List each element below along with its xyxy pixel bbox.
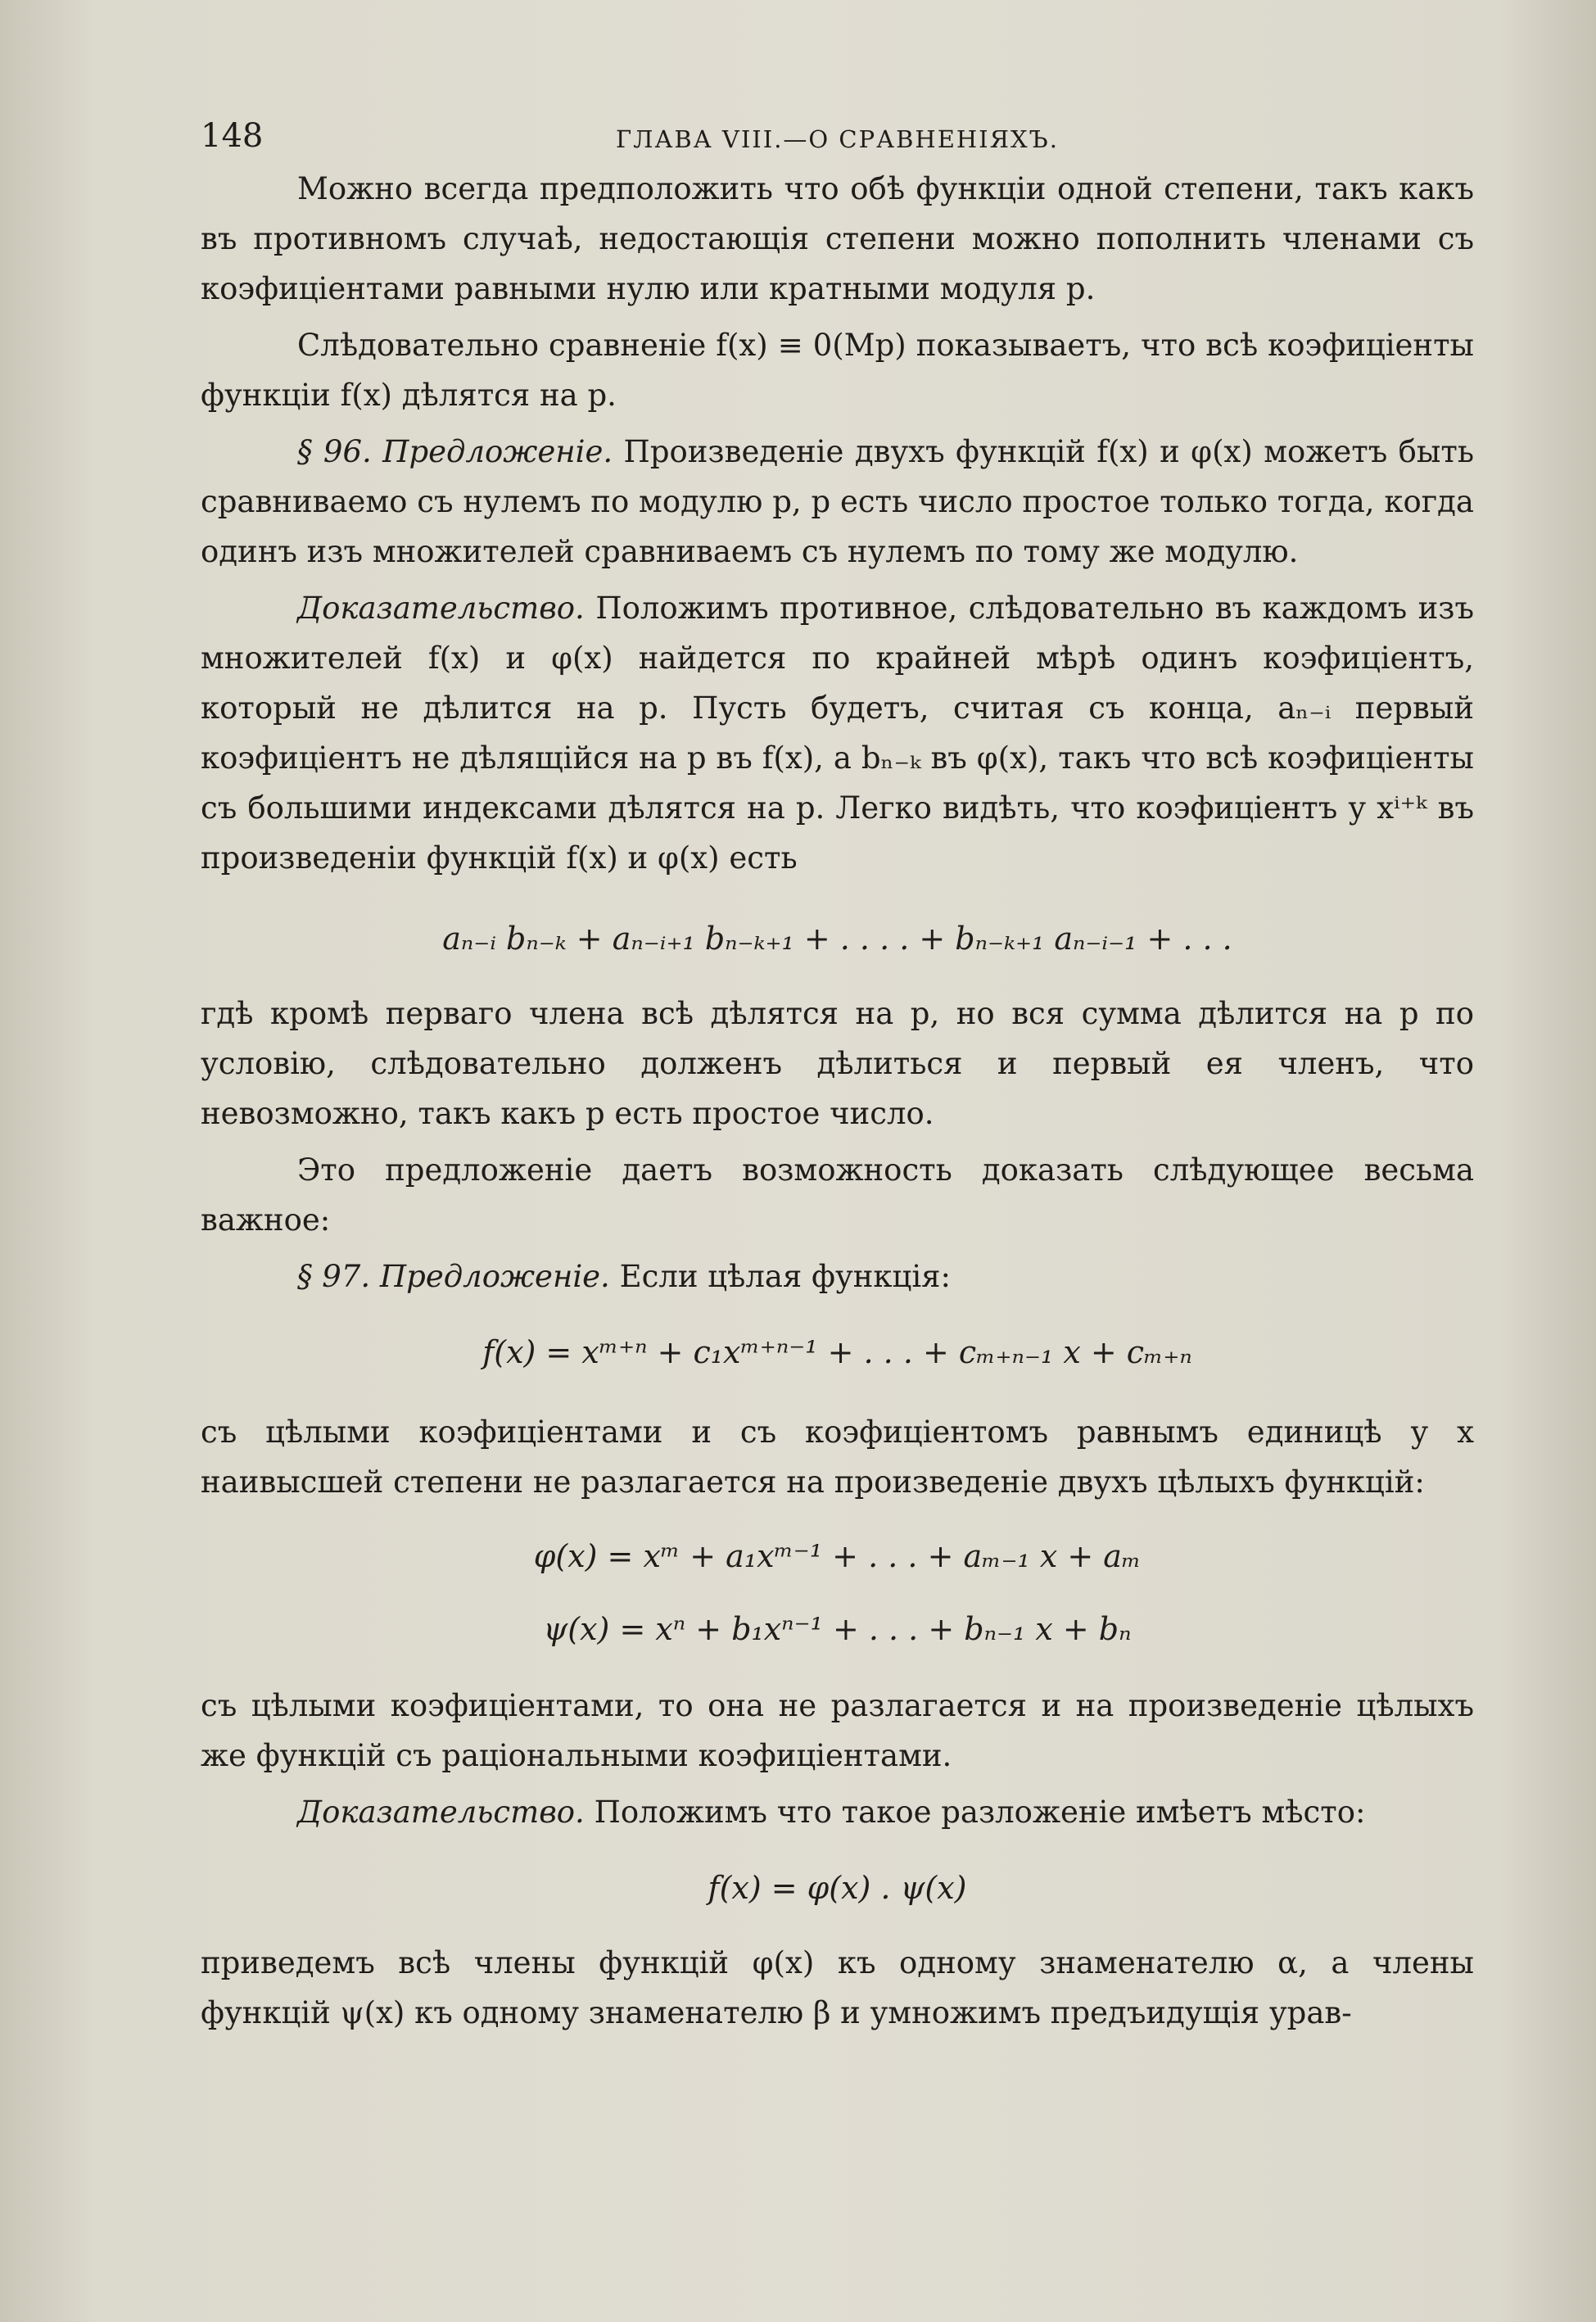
paragraph-congruence-consequence: Слѣдовательно сравненіе f(x) ≡ 0(Mp) показываетъ, что всѣ коэфиціенты функціи f(x) дѣлятся на p. xyxy=(201,328,1474,413)
section-97-label: § 97. Предложеніе. xyxy=(297,1259,610,1294)
paragraph-proof-conclusion: гдѣ кромѣ перваго члена всѣ дѣлятся на p, но вся сумма дѣлится на p по условію, слѣдовательно долженъ дѣлиться и первый ея членъ, что невозможно, такъ какъ p есть простое число. xyxy=(201,996,1474,1131)
page-number: 148 xyxy=(201,117,264,155)
paragraph-proposition-97 xyxy=(201,1252,1474,1301)
paragraph-common-denominator: приведемъ всѣ члены функцій φ(x) къ одному знаменателю α, а члены функцій ψ(x) къ одному знаменателю β и умножимъ предъидущія урав- xyxy=(201,1945,1474,2030)
chapter-title: ГЛАВА VIII.—О СРАВНЕНІЯХЪ. xyxy=(616,125,1059,153)
proposition-97-text: Если цѣлая функція: xyxy=(619,1259,951,1294)
running-header xyxy=(201,98,1474,164)
proof-97-text: Положимъ что такое разложеніе имѣетъ мѣсто: xyxy=(594,1795,1366,1830)
formula-psi-of-x: ψ(x) = xⁿ + b₁xⁿ⁻¹ + . . . + bₙ₋₁ x + bₙ xyxy=(543,1611,1132,1647)
paragraph-transition: Это предложеніе даетъ возможность доказать слѣдующее весьма важное: xyxy=(201,1152,1474,1238)
proof-label: Доказательство. xyxy=(297,591,585,626)
formula-f-of-x: f(x) = xᵐ⁺ⁿ + c₁xᵐ⁺ⁿ⁻¹ + . . . + cₘ₊ₙ₋₁ x + cₘ₊ₙ xyxy=(482,1334,1192,1370)
proof-97-label: Доказательство. xyxy=(297,1795,585,1830)
formula-coefficient-sum: aₙ₋ᵢ bₙ₋ₖ + aₙ₋ᵢ₊₁ bₙ₋ₖ₊₁ + . . . . + bₙ₋ₖ₊₁ aₙ₋ᵢ₋₁ + . . . xyxy=(442,921,1232,957)
paragraph-proof-96 xyxy=(201,583,1474,883)
paragraph-rational-coefficients: съ цѣлыми коэфиціентами, то она не разлагается и на произведеніе цѣлыхъ же функцій съ раціональными коэфиціентами. xyxy=(201,1688,1474,1773)
proposition-96-text: Произведеніе двухъ функцій f(x) и φ(x) можетъ быть сравниваемо съ нулемъ по модулю p, p есть число простое только тогда, когда одинъ изъ множителей сравниваемъ съ нулемъ по тому же модулю. xyxy=(201,434,1474,569)
formula-factorization: f(x) = φ(x) . ψ(x) xyxy=(708,1870,967,1906)
proof-96-text: Положимъ противное, слѣдовательно въ каждомъ изъ множителей f(x) и φ(x) найдется по крайней мѣрѣ одинъ коэфиціентъ, который не дѣлится на p. Пусть будетъ, считая съ конца, aₙ₋ᵢ первый коэфиціентъ не дѣлящійся на p въ f(x), а bₙ₋ₖ въ φ(x), такъ что всѣ коэфиціенты съ большими индексами дѣлятся на p. Легко видѣть, что коэфиціентъ у xⁱ⁺ᵏ въ произведеніи функцій f(x) и φ(x) есть xyxy=(201,591,1474,876)
paragraph-proposition-96 xyxy=(201,427,1474,577)
paragraph-functions-same-degree: Можно всегда предположить что обѣ функціи одной степени, такъ какъ въ противномъ случаѣ, недостающія степени можно пополнить членами съ коэфиціентами равными нулю или кратными модуля p. xyxy=(201,171,1474,306)
page-content xyxy=(201,98,1474,2038)
formula-phi-of-x: φ(x) = xᵐ + a₁xᵐ⁻¹ + . . . + aₘ₋₁ x + aₘ xyxy=(533,1538,1142,1574)
paragraph-proof-97 xyxy=(201,1787,1474,1837)
section-96-label: § 96. Предложеніе. xyxy=(297,434,613,469)
paragraph-integer-coefficients: съ цѣлыми коэфиціентами и съ коэфиціентомъ равнымъ единицѣ у x наивысшей степени не разлагается на произведеніе двухъ цѣлыхъ функцій: xyxy=(201,1414,1474,1500)
